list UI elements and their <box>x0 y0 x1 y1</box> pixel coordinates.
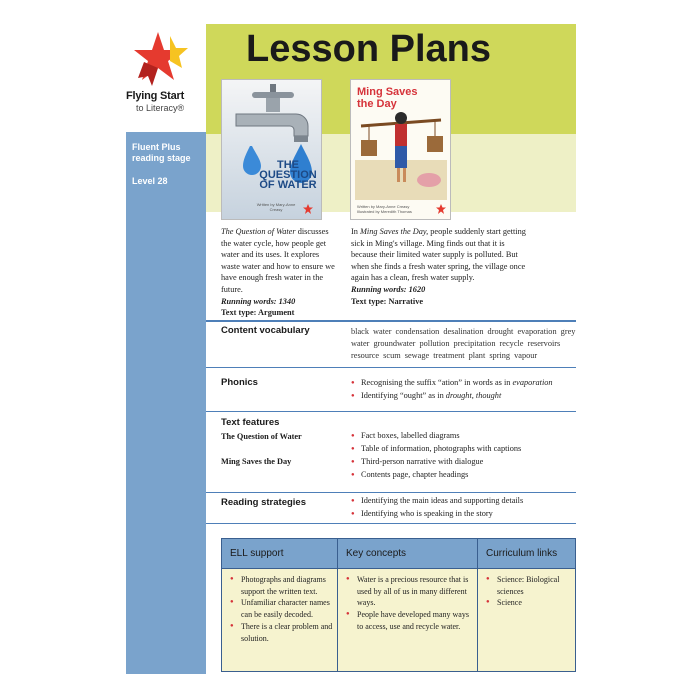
book1-text-type: Text type: Argument <box>221 308 295 318</box>
publisher-star-icon <box>435 204 447 214</box>
list-item: ● Identifying who is speaking in the story <box>351 508 576 521</box>
phonics-list <box>351 377 576 402</box>
list-item: ● Identifying the main ideas and supporting details <box>351 495 576 508</box>
cover2-byline: Written by Mary-Anne Creasy Illustrated by Meredith Thomas <box>357 204 412 214</box>
list-item: ● Science: Biological sciences <box>486 574 571 597</box>
list-item: ● Recognising the suffix “ation” in words as in evaporation <box>351 377 576 390</box>
cover2-title: Ming Saves the Day <box>357 86 418 110</box>
sidebar <box>126 132 206 674</box>
text-features-heading: Text features <box>221 417 280 428</box>
list-item: ● People have developed many ways to access, use and recycle water. <box>346 609 473 632</box>
reading-strategies-list <box>351 495 576 520</box>
text-features-book1-list <box>351 430 576 455</box>
cover1-title: THE QUESTION OF WATER <box>259 159 317 191</box>
key-concepts-box <box>338 539 478 671</box>
text-features-book1-label: The Question of Water <box>221 432 302 441</box>
section-divider <box>206 492 576 493</box>
book2-running-words: Running words: 1620 <box>351 284 426 294</box>
cover1-byline: Written by Mary-Anne Creasy <box>256 202 296 212</box>
logo-line1: Flying Start <box>126 90 185 102</box>
book2-title: Ming Saves the Day, <box>360 227 429 236</box>
ell-support-heading: ELL support <box>222 539 337 569</box>
page-title: Lesson Plans <box>246 28 491 70</box>
book1-title: The Question of Water <box>221 227 296 236</box>
star-logo-icon <box>134 30 190 88</box>
text-features-book2-list <box>351 456 576 481</box>
list-item: ● Contents page, chapter headings <box>351 469 576 482</box>
girl-carrying-water-illustration <box>355 110 447 200</box>
book2-summary: people suddenly start getting sick in Ming's village. Ming finds out that it is because their limited water supply is polluted. But when she finds a fresh water spring, the village once again has a clean, fresh water supply. <box>351 227 526 283</box>
curriculum-links-heading: Curriculum links <box>478 539 575 569</box>
book1-running-words: Running words: 1340 <box>221 296 296 306</box>
key-concepts-heading: Key concepts <box>338 539 477 569</box>
list-item: ● Water is a precious resource that is used by all of us in many different ways. <box>346 574 473 609</box>
list-item: ● There is a clear problem and solution. <box>230 621 333 644</box>
list-item: ● Unfamiliar character names can be easily decoded. <box>230 597 333 620</box>
section-divider <box>206 320 576 322</box>
list-item: ● Science <box>486 597 571 609</box>
section-divider <box>206 367 576 368</box>
content-vocabulary-heading: Content vocabulary <box>221 325 310 336</box>
book-cover-question-of-water <box>221 79 322 220</box>
reading-strategies-heading: Reading strategies <box>221 497 306 508</box>
book1-description <box>221 226 339 319</box>
list-item: ● Photographs and diagrams support the written text. <box>230 574 333 597</box>
ell-support-box <box>222 539 338 671</box>
content-vocabulary-list: black water condensation desalination drought evaporation grey water groundwater pollution precipitation recycle reservoirs resource scum sewage treatment plant spring vapour <box>351 327 576 360</box>
list-item: ● Fact boxes, labelled diagrams <box>351 430 576 443</box>
phonics-heading: Phonics <box>221 377 258 388</box>
list-item: ● Table of information, photographs with captions <box>351 443 576 456</box>
logo-line2: to Literacy® <box>136 103 185 113</box>
reading-level: Level 28 <box>132 176 168 186</box>
list-item: ● Identifying “ought” as in drought, thought <box>351 390 576 403</box>
flying-start-logo <box>124 30 204 120</box>
publisher-star-icon <box>302 204 314 214</box>
book1-summary: discusses the water cycle, how people get water and its uses. It explores waste water and how to ensure we have enough fresh water in the future. <box>221 227 335 294</box>
section-divider <box>206 523 576 524</box>
book-cover-ming-saves-the-day <box>350 79 451 220</box>
reading-stage: Fluent Plus reading stage <box>132 142 191 163</box>
section-divider <box>206 411 576 412</box>
book2-text-type: Text type: Narrative <box>351 296 424 306</box>
support-boxes <box>221 538 576 672</box>
curriculum-links-box <box>478 539 575 671</box>
text-features-book2-label: Ming Saves the Day <box>221 457 292 466</box>
list-item: ● Third-person narrative with dialogue <box>351 456 576 469</box>
book2-intro: In <box>351 227 360 236</box>
book2-description <box>351 226 526 307</box>
